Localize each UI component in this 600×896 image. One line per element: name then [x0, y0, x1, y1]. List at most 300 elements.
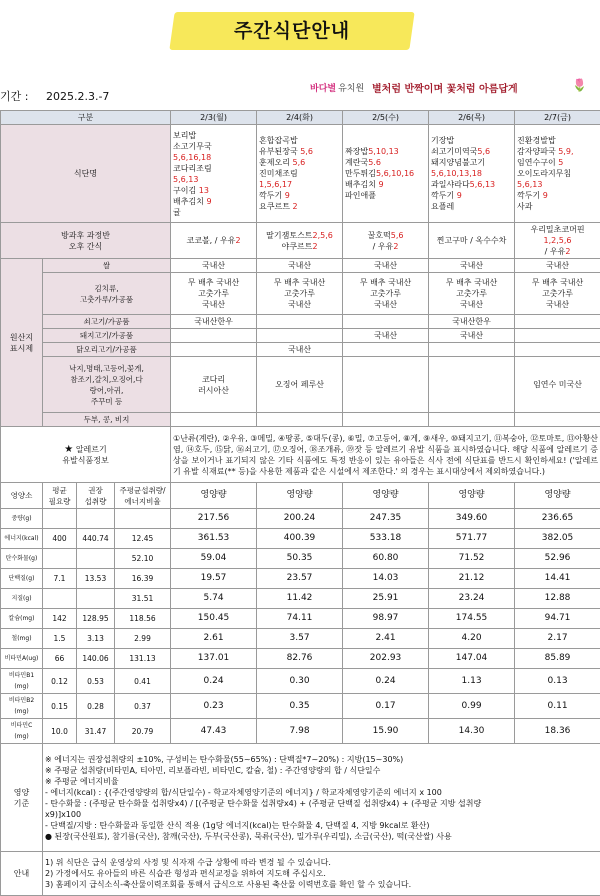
- origin-label-line: 원산지: [10, 333, 33, 342]
- nutrient-value: 137.01: [171, 649, 257, 669]
- origin-cell: [343, 315, 429, 329]
- menu-item-name: 과일샤라다: [431, 180, 470, 189]
- nutrition-row: [1, 669, 600, 694]
- notice-label: 안내: [1, 852, 43, 896]
- nutrient-name: [1, 529, 43, 549]
- nutrition-header-line: 영양량: [200, 490, 226, 500]
- origin-cell: [343, 259, 429, 273]
- origin-cell-line: 국내산: [460, 261, 483, 270]
- origin-item-line: 랑어,아귀,: [90, 386, 124, 395]
- period-value: 2025.2.3.-7: [46, 90, 109, 103]
- nutrient-name: [1, 609, 43, 629]
- nutrition-header-line: 필요량: [49, 497, 71, 506]
- origin-cell-line: 고춧가루: [284, 289, 315, 298]
- standard-line: - 단백질/지방 : 탄수화물과 동일한 산식 적용 (1g당 에너지(kcal)는 탄수화물 4, 단백질 4, 지방 9kcal로 환산): [45, 820, 598, 831]
- nutrient-value: 202.93: [343, 649, 429, 669]
- menu-item: [431, 146, 512, 157]
- nutrient-value: 15.90: [343, 719, 429, 744]
- origin-cell-line: 국내산: [546, 261, 569, 270]
- origin-cell: [429, 343, 515, 357]
- origin-cell: [515, 329, 600, 343]
- nutrient-value: 0.17: [343, 694, 429, 719]
- origin-row: [1, 315, 600, 329]
- allergen-numbers: 5,6,16,18: [173, 153, 211, 162]
- nutrient-name-line: 칼슘(mg): [9, 615, 35, 622]
- origin-cell: [171, 259, 257, 273]
- nutrition-header: [515, 483, 600, 509]
- menu-item-name: 배추김치: [345, 180, 376, 189]
- origin-cell: [515, 259, 600, 273]
- page-title: 주간식단안내: [172, 16, 412, 43]
- origin-row: [1, 357, 600, 413]
- allergen-numbers: 5,6: [477, 147, 490, 156]
- nutrient-name-line: (mg): [14, 708, 28, 715]
- menu-item-name: 짜장밥: [345, 147, 368, 156]
- nutrient-ref: 16.39: [115, 569, 171, 589]
- menu-item: [345, 241, 426, 252]
- menu-item-name: 기장밥: [431, 136, 454, 145]
- nutrient-value: 19.57: [171, 569, 257, 589]
- allergen-numbers: 5,9,: [556, 147, 574, 156]
- nutrient-ref: 131.13: [115, 649, 171, 669]
- nutrient-value: 571.77: [429, 529, 515, 549]
- nutrition-header-line: 평균: [52, 486, 67, 495]
- origin-cell-line: 임연수 미국산: [533, 380, 582, 389]
- menu-item: [173, 174, 254, 185]
- standard-line: ※ 주평균 에너지비율: [45, 776, 598, 787]
- menu-item-name: / 우유: [373, 242, 394, 251]
- snack-cell: [343, 223, 429, 259]
- menu-item: [431, 179, 512, 190]
- origin-cell: [429, 329, 515, 343]
- origin-cell: [515, 273, 600, 315]
- origin-cell: [429, 413, 515, 427]
- nutrient-name-line: 지질(g): [11, 595, 31, 602]
- nutrient-name-line: 에너지(kcal): [4, 535, 38, 542]
- origin-cell: [171, 357, 257, 413]
- day-header: 2/5(수): [343, 111, 429, 125]
- period-label: 기간 :: [0, 90, 28, 103]
- allergen-numbers: 9: [540, 191, 548, 200]
- allergen-numbers: 2: [565, 247, 570, 256]
- nutrient-value: 0.35: [257, 694, 343, 719]
- nutrient-value: 2.61: [171, 629, 257, 649]
- allergen-numbers: 1,2,5,6: [544, 236, 572, 245]
- nutrient-ref: 0.41: [115, 669, 171, 694]
- menu-item: [345, 146, 426, 157]
- allergen-numbers: 5,6,13: [517, 180, 542, 189]
- nutrient-value: 0.24: [171, 669, 257, 694]
- menu-item: [517, 224, 598, 235]
- nutrient-value: 94.71: [515, 609, 600, 629]
- origin-item: [43, 259, 171, 273]
- origin-cell-line: 국내산: [202, 300, 225, 309]
- nutrition-header: [171, 483, 257, 509]
- menu-item-name: 코코볼, / 우유: [187, 236, 236, 245]
- snack-label: 방과후 과정반 오후 간식: [1, 223, 171, 259]
- menu-item-name: 찐고구마 / 옥수수차: [437, 236, 507, 245]
- menu-item-name: 구이김: [173, 186, 196, 195]
- menu-item-name: 돼지양념불고기: [431, 158, 485, 167]
- origin-cell-line: 국내산: [460, 331, 483, 340]
- day-header: 2/7(금): [515, 111, 600, 125]
- menu-item-name: 쇠고기미역국: [431, 147, 477, 156]
- menu-item: [517, 135, 598, 146]
- menu-item: [259, 241, 340, 252]
- menu-item-name: 배추김치: [173, 197, 204, 206]
- menu-item-name: 진미채조림: [259, 169, 298, 178]
- origin-cell-line: 고춧가루: [456, 289, 487, 298]
- origin-item: [43, 273, 171, 315]
- origin-cell: [171, 273, 257, 315]
- allergy-text: ①난류(계란), ②우유, ③메밀, ④땅콩, ⑤대두(콩), ⑥밀, ⑦고등어, ⑧게, ⑨새우, ⑩돼지고기, ⑪복숭아, ⑫토마토, ⑬아황산염, ⑭호두, ⑮닭, ⑯쇠고기, ⑰오징어, ⑱조개류, ⑲잣 등 알레르기 유발 식품을 표시하였습니다. 해당 식품에 알레르기 증상을 보이거나 표기되지 않은 기타 식품에도 특정 반응이 있는 유아들은 식사 전에 식단표를 반드시 확인하세요! ('알레르기 유발 식재료(** 등)을 사용한 제품과 같은 시설에서 제조한다.' 의 경우는 표시대상에서 제외하였습니다.): [173, 434, 598, 476]
- origin-cell: [257, 329, 343, 343]
- standard-line: - 에너지(kcal) : {(주간영양량의 합/식단일수) - 학교자체영양기준의 에너지} / 학교자체영양기준의 에너지 x 100: [45, 787, 598, 798]
- nutrition-row: [1, 694, 600, 719]
- menu-item: [173, 235, 254, 246]
- allergen-numbers: 5,6,10,13,18: [431, 169, 482, 178]
- menu-item: [517, 157, 598, 168]
- nutrient-value: 47.43: [171, 719, 257, 744]
- nutrient-ref: 1.5: [43, 629, 77, 649]
- nutrient-value: 60.80: [343, 549, 429, 569]
- nutrient-ref: 52.10: [115, 549, 171, 569]
- nutrition-row: [1, 609, 600, 629]
- menu-item-name: 오이도라지무침: [517, 169, 571, 178]
- origin-row: [1, 413, 600, 427]
- allergy-label: ★ 알레르기 유발식품정보: [1, 427, 171, 483]
- period: [0, 88, 109, 104]
- origin-cell: [515, 315, 600, 329]
- origin-cell: [257, 315, 343, 329]
- header-row: [1, 111, 600, 125]
- standard-line: x9)]x100: [45, 809, 598, 820]
- nutrient-name: [1, 569, 43, 589]
- nutrition-header: [1, 483, 43, 509]
- origin-cell-line: 국내산: [374, 300, 397, 309]
- allergen-numbers: 2,5,6: [313, 231, 333, 240]
- menu-item: [173, 130, 254, 141]
- origin-cell-line: 국내산: [288, 345, 311, 354]
- standard-line: ※ 에너지는 권장섭취량의 ±10%, 구성비는 탄수화물(55~65%) : 단백질*7~20%) : 지방(15~30%): [45, 754, 598, 765]
- origin-cell: [429, 357, 515, 413]
- nutrient-value: 533.18: [343, 529, 429, 549]
- nutrient-ref: 0.15: [43, 694, 77, 719]
- origin-cell: [257, 273, 343, 315]
- nutrient-name: [1, 669, 43, 694]
- origin-cell-line: 국내산: [288, 300, 311, 309]
- nutrition-header-line: 권장: [88, 486, 103, 495]
- origin-item-line: 닭오리고기/가공품: [76, 345, 137, 354]
- origin-cell: [171, 329, 257, 343]
- nutrient-value: 382.05: [515, 529, 600, 549]
- origin-item: [43, 357, 171, 413]
- allergen-numbers: 5,6: [298, 147, 313, 156]
- nutrient-name-line: (mg): [14, 733, 28, 740]
- allergen-numbers: 5,6,13: [470, 180, 495, 189]
- origin-item-line: 쇠고기/가공품: [84, 317, 130, 326]
- origin-cell-line: 국내산: [374, 331, 397, 340]
- nutrient-value: 5.74: [171, 589, 257, 609]
- nutrition-header-row: [1, 483, 600, 509]
- origin-item-line: 낙지,명태,고등어,꽃게,: [69, 364, 144, 373]
- menu-item: [173, 207, 254, 218]
- origin-cell: [343, 413, 429, 427]
- nutrient-value: 12.88: [515, 589, 600, 609]
- menu-item: [259, 146, 340, 157]
- origin-cell: [171, 315, 257, 329]
- menu-item-name: 소고기무국: [173, 142, 212, 151]
- menu-item: [431, 168, 512, 179]
- nutrient-ref: 400: [43, 529, 77, 549]
- allergen-numbers: 1,5,6,17: [259, 180, 292, 189]
- nutrient-name-line: 비타민C: [11, 722, 33, 729]
- nutrition-header-line: 영양량: [286, 490, 312, 500]
- nutrient-ref: 10.0: [43, 719, 77, 744]
- nutrient-ref: 13.53: [77, 569, 115, 589]
- origin-cell: [515, 357, 600, 413]
- menu-item-name: 귤: [173, 208, 181, 217]
- nutrient-value: 18.36: [515, 719, 600, 744]
- nutrient-ref: 0.28: [77, 694, 115, 719]
- nutrient-name-line: 단백질(g): [9, 575, 35, 582]
- meal-cell: [257, 125, 343, 223]
- allergen-numbers: 9: [376, 180, 384, 189]
- nutrient-value: 236.65: [515, 509, 600, 529]
- origin-cell-line: 국내산한우: [194, 317, 233, 326]
- menu-item-name: 깍두기: [517, 191, 540, 200]
- origin-cell: [515, 413, 600, 427]
- menu-item-name: 혼합잡곡밥: [259, 136, 298, 145]
- nutrition-header-line: 주평균섭취량/: [120, 486, 166, 495]
- menu-item-name: 꿀호떡: [368, 231, 391, 240]
- origin-item: [43, 329, 171, 343]
- origin-cell-line: 국내산: [202, 261, 225, 270]
- menu-item: [431, 135, 512, 146]
- nutrient-value: 1.13: [429, 669, 515, 694]
- nutrient-name-line: 탄수화물(g): [6, 555, 38, 562]
- origin-cell: [343, 343, 429, 357]
- tulip-icon: 🌷: [572, 78, 587, 92]
- nutrition-header-line: 영양량: [458, 490, 484, 500]
- menu-item: [259, 135, 340, 146]
- origin-cell: [257, 343, 343, 357]
- origin-item: [43, 343, 171, 357]
- nutrition-header-line: 섭취량: [85, 497, 107, 506]
- menu-item: [173, 152, 254, 163]
- allergen-numbers: 9: [204, 197, 212, 206]
- nutrient-value: 217.56: [171, 509, 257, 529]
- nutrient-name-line: 비타민A(ug): [5, 655, 39, 662]
- nutrient-name: [1, 694, 43, 719]
- origin-item: [43, 315, 171, 329]
- menu-item-name: 만두튀김: [345, 169, 376, 178]
- menu-item: [431, 201, 512, 212]
- nutrient-value: 2.17: [515, 629, 600, 649]
- origin-row: [1, 273, 600, 315]
- origin-cell: [343, 357, 429, 413]
- notice-row: [1, 852, 600, 896]
- nutrition-row: [1, 529, 600, 549]
- nutrition-header-line: 영양소: [11, 491, 33, 500]
- star-icon: ★: [64, 444, 73, 455]
- nutrient-value: 50.35: [257, 549, 343, 569]
- origin-cell-line: 무 배추 국내산: [274, 278, 325, 287]
- menu-item: [517, 201, 598, 212]
- origin-row: [1, 259, 600, 273]
- origin-item-line: 두부, 콩, 비지: [84, 415, 130, 424]
- nutrient-name: [1, 629, 43, 649]
- menu-item: [173, 196, 254, 207]
- origin-cell-line: 국내산한우: [452, 317, 491, 326]
- menu-item-name: 야쿠르트: [282, 242, 313, 251]
- notice-line: 3) 홈페이지 급식소식-축산물이력조회를 통해서 급식으로 사용된 축산물 이력번호를 확인 할 수 있습니다.: [45, 879, 598, 890]
- nutrition-header-line: 영양량: [544, 490, 570, 500]
- allergen-numbers: 9: [454, 191, 462, 200]
- menu-item: [517, 179, 598, 190]
- menu-item: [431, 235, 512, 246]
- menu-item-name: 유부된장국: [259, 147, 298, 156]
- allergen-numbers: 13: [196, 186, 209, 195]
- standard-line: ● 된장(국산원료), 참기름(국산), 참깨(국산), 두부(국산콩), 묵류(국산), 밀가루(우리밀), 소금(국산), 떡(국산쌀) 사용: [45, 831, 598, 842]
- origin-cell-line: 국내산: [460, 300, 483, 309]
- nutrient-name: [1, 509, 43, 529]
- origin-cell-line: 고춧가루: [198, 289, 229, 298]
- origin-label-line: 표시제: [10, 344, 33, 353]
- menu-item-name: 깍두기: [431, 191, 454, 200]
- menu-item: [259, 190, 340, 201]
- standard-line: - 탄수화물 : (주평균 탄수화물 섭취량x4) / [(주평균 탄수화물 섭취량x4) + (주평균 단백질 섭취량x4) + (주평균 지방 섭취량: [45, 798, 598, 809]
- menu-item: [431, 190, 512, 201]
- nutrient-ref: 140.06: [77, 649, 115, 669]
- nutrient-ref: 0.12: [43, 669, 77, 694]
- menu-item-name: 진환경발밥: [517, 136, 556, 145]
- nutrient-value: 200.24: [257, 509, 343, 529]
- menu-item-name: 계란국: [345, 158, 368, 167]
- nutrient-ref: [43, 549, 77, 569]
- origin-cell-line: 오징어 페루산: [275, 380, 324, 389]
- origin-cell-line: 무 배추 국내산: [532, 278, 583, 287]
- nutrient-ref: [43, 509, 77, 529]
- allergen-numbers: 2: [290, 202, 298, 211]
- menu-item: [173, 141, 254, 152]
- menu-item: [259, 201, 340, 212]
- nutrient-name-line: 철(mg): [11, 635, 31, 642]
- allergy-row: [1, 427, 600, 483]
- origin-cell: [257, 413, 343, 427]
- kindergarten-logo: 바다별 유치원: [310, 81, 364, 94]
- nutrition-header: [257, 483, 343, 509]
- nutrition-row: [1, 549, 600, 569]
- nutrient-value: 0.24: [343, 669, 429, 694]
- nutrient-ref: 440.74: [77, 529, 115, 549]
- nutrient-value: 14.03: [343, 569, 429, 589]
- nutrient-value: 150.45: [171, 609, 257, 629]
- origin-row: [1, 329, 600, 343]
- menu-item-name: 사과: [517, 202, 532, 211]
- menu-item-name: 요쿠르트: [259, 202, 290, 211]
- nutrition-row: [1, 589, 600, 609]
- origin-item-line: 참조기,갈치,오징어,다: [70, 375, 142, 384]
- origin-cell-line: 국내산: [288, 261, 311, 270]
- nutrient-value: 7.98: [257, 719, 343, 744]
- nutrition-row: [1, 569, 600, 589]
- allergen-numbers: 2: [393, 242, 398, 251]
- nutrient-ref: 12.45: [115, 529, 171, 549]
- snack-cell: [257, 223, 343, 259]
- nutrient-ref: 128.95: [77, 609, 115, 629]
- origin-cell: [429, 273, 515, 315]
- day-header: 2/3(월): [171, 111, 257, 125]
- nutrient-value: 59.04: [171, 549, 257, 569]
- nutrient-value: 14.41: [515, 569, 600, 589]
- standard-line: ※ 주평균 섭취량(비타민A, 티아민, 리보플라빈, 비타민C, 칼슘, 철) : 주간영양량의 합 / 식단일수: [45, 765, 598, 776]
- snack-cell: [171, 223, 257, 259]
- nutrient-name-line: 중량(g): [11, 515, 31, 522]
- snack-cell: [515, 223, 600, 259]
- allergy-info: [171, 427, 600, 483]
- menu-item-name: 코다리조림: [173, 164, 212, 173]
- origin-cell: [515, 343, 600, 357]
- nutrition-row: [1, 719, 600, 744]
- origin-cell: [343, 329, 429, 343]
- nutrient-ref: 3.13: [77, 629, 115, 649]
- nutrient-ref: 7.1: [43, 569, 77, 589]
- menu-item: [259, 230, 340, 241]
- origin-cell-line: 국내산: [374, 261, 397, 270]
- notice-line: 1) 위 식단은 급식 운영상의 사정 및 식자재 수급 상황에 따라 변경 될 수 있습니다.: [45, 857, 598, 868]
- menu-item: [517, 146, 598, 157]
- nutrition-row: [1, 629, 600, 649]
- origin-cell: [171, 343, 257, 357]
- meal-cell: [515, 125, 600, 223]
- menu-item-name: 훈제오리: [259, 158, 290, 167]
- nutrient-value: 174.55: [429, 609, 515, 629]
- menu-item-name: 우리밀초코머핀: [530, 225, 584, 234]
- origin-item: [43, 413, 171, 427]
- origin-cell: [257, 259, 343, 273]
- nutrition-row: [1, 649, 600, 669]
- snack-row: [1, 223, 600, 259]
- allergen-numbers: 2: [312, 242, 317, 251]
- brand: [310, 80, 600, 102]
- nutrient-ref: [43, 589, 77, 609]
- origin-item-line: 김치류,: [94, 284, 118, 293]
- origin-cell: [429, 315, 515, 329]
- menu-item: [345, 230, 426, 241]
- nutrient-name: [1, 549, 43, 569]
- nutrient-ref: 31.47: [77, 719, 115, 744]
- nutrient-name-line: (mg): [14, 683, 28, 690]
- nutrient-value: 98.97: [343, 609, 429, 629]
- nutrient-name: [1, 589, 43, 609]
- nutrient-value: 14.30: [429, 719, 515, 744]
- nutrient-ref: [115, 509, 171, 529]
- origin-cell-line: 러시아산: [198, 386, 229, 395]
- nutrient-ref: 0.53: [77, 669, 115, 694]
- origin-item-line: 돼지고기/가공품: [80, 331, 133, 340]
- nutrition-row: [1, 509, 600, 529]
- nutrient-value: 82.76: [257, 649, 343, 669]
- nutrient-value: 3.57: [257, 629, 343, 649]
- nutrition-header-line: 에너지비율: [124, 497, 160, 506]
- allergen-numbers: 5,6: [290, 158, 305, 167]
- nutrient-value: 11.42: [257, 589, 343, 609]
- menu-item-name: 파인애플: [345, 191, 376, 200]
- origin-cell-line: 무 배추 국내산: [188, 278, 239, 287]
- menu-item-name: 깍두기: [259, 191, 282, 200]
- nutrient-value: 400.39: [257, 529, 343, 549]
